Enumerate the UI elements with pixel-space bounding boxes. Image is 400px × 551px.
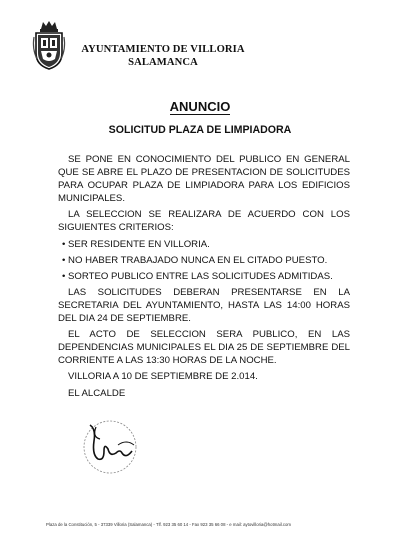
signature-stamp-icon — [74, 415, 146, 475]
document-date: VILLORIA A 10 DE SEPTIEMBRE DE 2.014. — [68, 371, 258, 383]
paragraph-submission: LAS SOLICITUDES DEBERAN PRESENTARSE EN LA SECRETARIA DEL AYUNTAMIENTO, HASTA LAS 14:00 HORAS DEL DIA 24 DE SEPTIEMBRE. — [58, 286, 350, 325]
criteria-item-text: NO HABER TRABAJADO NUNCA EN EL CITADO PUESTO. — [68, 254, 328, 266]
paragraph-criteria-intro: LA SELECCION SE REALIZARA DE ACUERDO CON LOS SIGUIENTES CRITERIOS: — [58, 209, 350, 234]
paragraph-selection-act: EL ACTO DE SELECCION SERA PUBLICO, EN LAS DEPENDENCIAS MUNICIPALES EL DIA 25 DE SEPTIEMBRE DEL CORRIENTE A LAS 13:30 HORAS DE LA NOCHE. — [58, 329, 350, 367]
criteria-list-item: • SER RESIDENTE EN VILLORIA. — [62, 238, 210, 250]
province-name: SALAMANCA — [128, 57, 198, 68]
signatory-title: EL ALCALDE — [68, 387, 126, 399]
criteria-item-text: SORTEO PUBLICO ENTRE LAS SOLICITUDES ADMITIDAS. — [68, 270, 333, 282]
organization-header — [78, 43, 248, 69]
criteria-list-item: • SORTEO PUBLICO ENTRE LAS SOLICITUDES ADMITIDAS. — [62, 270, 333, 282]
document-subtitle: SOLICITUD PLAZA DE LIMPIADORA — [108, 124, 292, 136]
coat-of-arms-icon — [31, 19, 67, 71]
document-footer: Plaza de la Constitución, 5 - 37339 Villoria (Salamanca) - Tlf. 923 35 60 14 - Fax 923 35 66 08 - e mail: aytovilloria@hotmail.com — [46, 522, 291, 527]
criteria-list-item: • NO HABER TRABAJADO NUNCA EN EL CITADO PUESTO. — [62, 254, 328, 266]
document-title-text: ANUNCIO — [169, 99, 231, 114]
organization-name: AYUNTAMIENTO DE VILLORIA — [81, 44, 245, 55]
document-body — [58, 153, 350, 400]
criteria-item-text: SER RESIDENTE EN VILLORIA. — [68, 238, 210, 250]
document-title — [0, 99, 400, 114]
paragraph-announcement: SE PONE EN CONOCIMIENTO DEL PUBLICO EN GENERAL QUE SE ABRE EL PLAZO DE PRESENTACION DE SOLICITUDES PARA OCUPAR PLAZA DE LIMPIADORA PARA LOS EDIFICIOS MUNICIPALES. — [58, 154, 350, 205]
